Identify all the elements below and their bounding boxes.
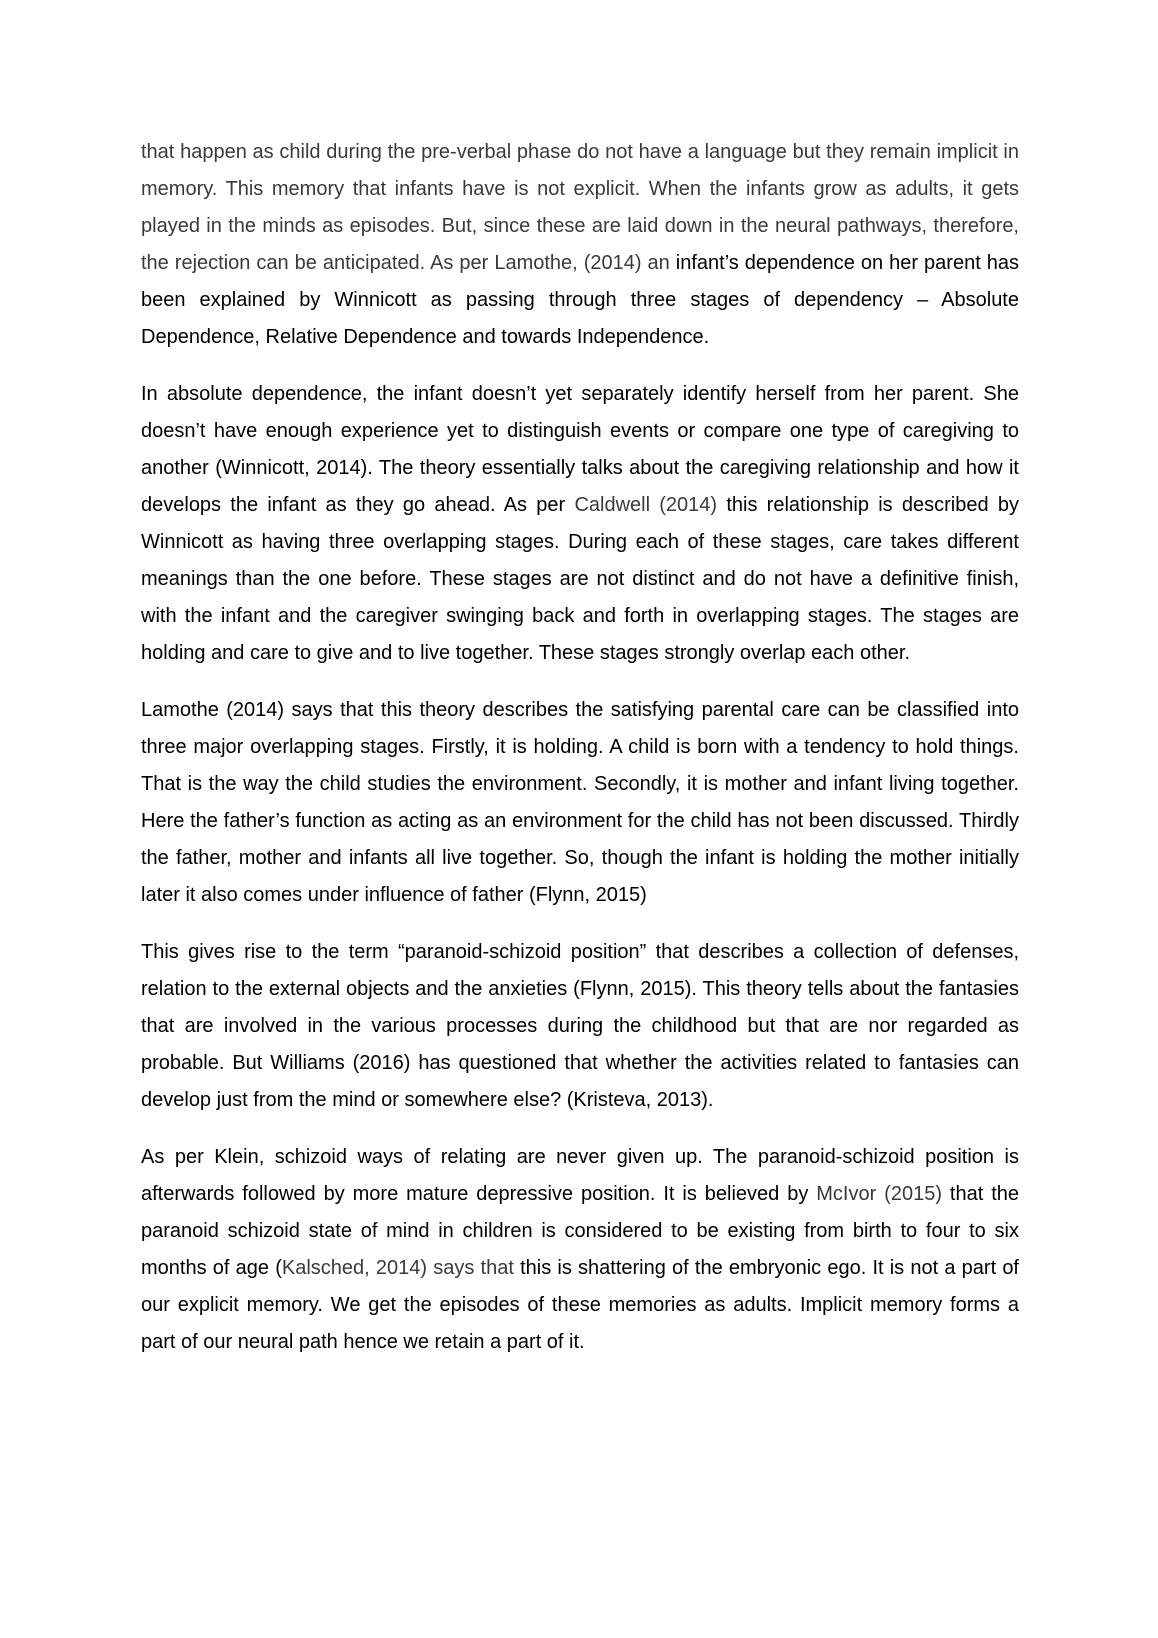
citation-caldwell: Caldwell (2014) <box>574 494 718 516</box>
paragraph-3-text: Lamothe (2014) says that this theory describes the satisfying parental care can be classified into three major overlapping stages. Firstly, it is holding. A child is born with a tendency to hold things. That is the way the child studies the environment. Secondly, it is mother and infant living together. Here the father’s function as acting as an environment for the child has not been discussed. Thirdly the father, mother and infants all live together. So, though the infant is holding the mother initially later it also comes under influence of father (Flynn, 2015) <box>141 699 1019 906</box>
paragraph-5-text-b: that the paranoid schizoid state of mind in children is considered to be existing from birth to four to six months of age ( <box>141 1183 1020 1279</box>
paragraph-4-text: This gives rise to the term “paranoid-schizoid position” that describes a collection of defenses, relation to the external objects and the anxieties (Flynn, 2015). This theory tells about the fantasies that are involved in the various processes during the childhood but that are nor regarded as probable. But Williams (2016) has questioned that whether the activities related to fantasies can develop just from the mind or somewhere else? (Kristeva, 2013). <box>141 941 1019 1111</box>
paragraph-4 <box>141 934 1019 1119</box>
paragraph-5 <box>141 1139 1019 1361</box>
paragraph-1 <box>141 134 1019 356</box>
paragraph-5-text-a: As per Klein, schizoid ways of relating are never given up. The paranoid-schizoid position is afterwards followed by more mature depressive position. It is believed by <box>141 1146 1019 1205</box>
paragraph-3 <box>141 692 1019 914</box>
document-page <box>141 134 1019 1381</box>
citation-mcivor: McIvor (2015) <box>816 1183 942 1205</box>
paragraph-2-text-b: this relationship is described by Winnicott as having three overlapping stages. During each of these stages, care takes different meanings than the one before. These stages are not distinct and do not have a definitive finish, with the infant and the caregiver swinging back and forth in overlapping stages. The stages are holding and care to give and to live together. These stages strongly overlap each other. <box>141 494 1019 664</box>
paragraph-1-text-b: infant’s dependence on her parent has been explained by Winnicott as passing through three stages of dependency – Absolute Dependence, Relative Dependence and towards Independence. <box>141 252 1020 348</box>
paragraph-2 <box>141 376 1019 672</box>
citation-kalsched: Kalsched, 2014) says that <box>281 1257 514 1279</box>
paragraph-2-text-a: In absolute dependence, the infant doesn’t yet separately identify herself from her parent. She doesn’t have enough experience yet to distinguish events or compare one type of caregiving to another (Winnicott, 2014). The theory essentially talks about the caregiving relationship and how it develops the infant as they go ahead. As per <box>141 383 1019 516</box>
paragraph-5-text-c: this is shattering of the embryonic ego. It is not a part of our explicit memory. We get the episodes of these memories as adults. Implicit memory forms a part of our neural path hence we retain a part of it. <box>141 1257 1019 1353</box>
paragraph-1-text-a: that happen as child during the pre-verbal phase do not have a language but they remain implicit in memory. This memory that infants have is not explicit. When the infants grow as adults, it gets played in the minds as episodes. But, since these are laid down in the neural pathways, therefore, the rejection can be anticipated. As per Lamothe, (2014) an <box>141 141 1019 274</box>
